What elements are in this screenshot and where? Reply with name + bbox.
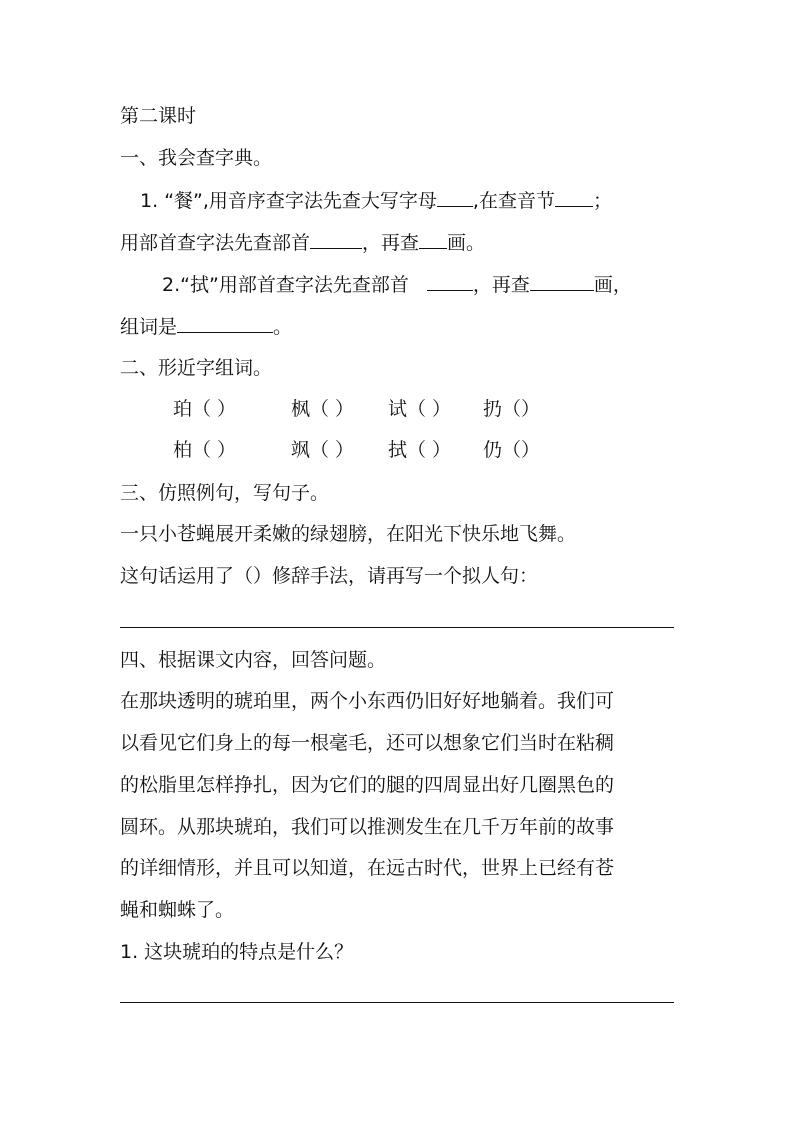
passage-line: 在那块透明的琥珀里，两个小东西仍旧好好地躺着。我们可 [120,690,615,712]
section2-heading: 二、形近字组词。 [120,357,273,379]
section3-heading: 三、仿照例句，写句子。 [120,482,330,504]
q2-answer-blank-word[interactable] [177,314,273,333]
q1-text-e: ，再查 [362,232,420,254]
q2-text-a: 2.“拭”用部首查字法先查部首 [162,274,409,296]
q1-answer-blank-strokes[interactable] [419,230,447,249]
q2-answer-blank-radical[interactable] [427,272,473,291]
q1-text-c: ； [592,190,612,212]
q2-answer-blank-strokes[interactable] [530,272,594,291]
word-pair-item[interactable]: 拭（ ） [388,439,452,461]
q1-answer-blank-letter[interactable] [437,188,473,207]
q1-answer-blank-syllable[interactable] [555,188,593,207]
word-pair-item[interactable]: 仍（） [483,439,541,461]
lesson-title: 第二课时 [120,105,197,127]
word-pair-item[interactable]: 飒（ ） [291,439,355,461]
q1-text-f: 画。 [447,232,486,254]
word-pair-item[interactable]: 枫（ ） [291,398,355,420]
passage-line: 以看见它们身上的每一根毫毛，还可以想象它们当时在粘稠 [120,732,615,754]
q2-text-d: 组词是 [120,316,178,338]
passage-line: 圆环。从那块琥珀，我们可以推测发生在几千万年前的故事 [120,816,615,838]
section1-q1-line1 [140,188,612,212]
section1-q2-line1 [162,272,632,296]
section1-heading: 一、我会查字典。 [120,147,273,169]
q1-number: 1. [140,190,159,212]
section4-question1: 1. 这块琥珀的特点是什么？ [120,941,354,963]
q1-text-d: 用部首查字法先查部首 [120,232,311,254]
passage-line: 的松脂里怎样挣扎，因为它们的腿的四周显出好几圈黑色的 [120,774,615,796]
section1-q1-line2 [120,230,485,254]
section3-example-sentence: 一只小苍蝇展开柔嫩的绿翅膀，在阳光下快乐地飞舞。 [120,523,577,545]
section3-prompt: 这句话运用了（）修辞手法，请再写一个拟人句： [120,565,539,587]
answer-line[interactable] [120,627,674,628]
word-pair-item[interactable]: 珀（ ） [173,398,237,420]
word-pair-item[interactable]: 柏（ ） [173,439,237,461]
q1-text-b: ,在查音节 [472,190,555,212]
word-pair-item[interactable]: 扔（） [483,398,541,420]
passage-line: 的详细情形，并且可以知道，在远古时代，世界上已经有苍 [120,857,615,879]
word-pair-item[interactable]: 试（ ） [388,398,452,420]
q2-text-e: 。 [273,316,293,338]
answer-line[interactable] [120,1002,674,1003]
q2-text-b: ，再查 [472,274,530,296]
passage-line: 蝇和蜘蛛了。 [120,899,235,921]
q1-answer-blank-radical[interactable] [310,230,362,249]
q2-text-c: 画， [593,274,632,296]
section1-q2-line2 [120,314,292,338]
q1-text-a: “餐”,用音序查字法先查大写字母 [164,190,437,212]
section4-heading: 四、根据课文内容，回答问题。 [120,649,387,671]
